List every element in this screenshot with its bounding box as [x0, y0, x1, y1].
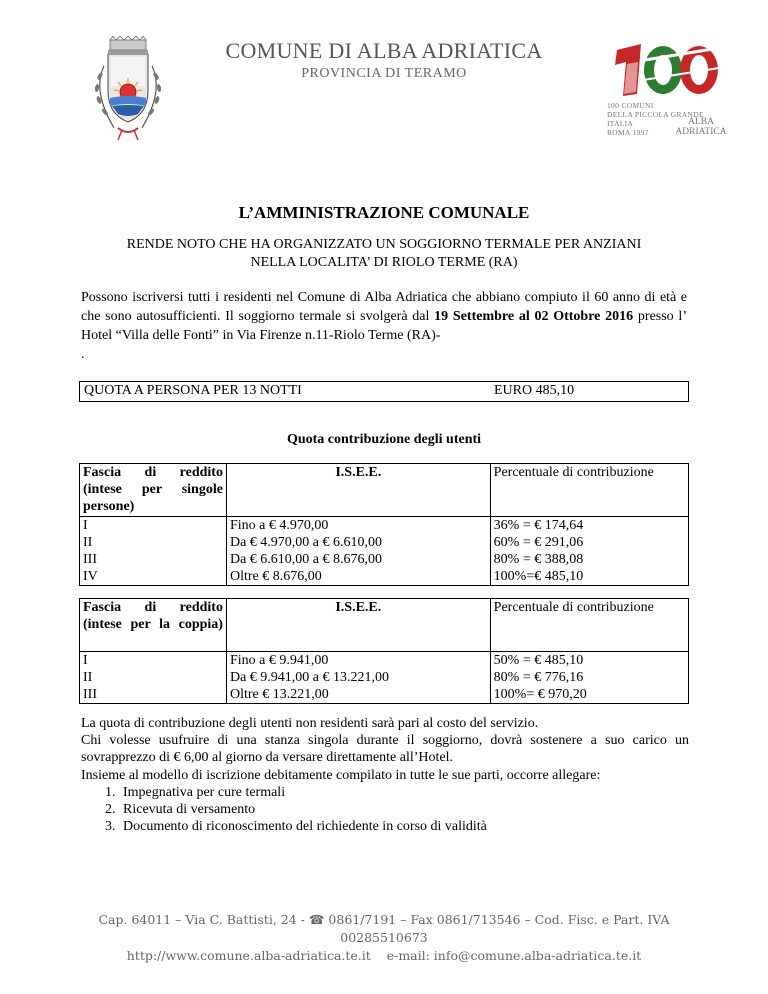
quota-label: QUOTA A PERSONA PER 13 NOTTI [84, 383, 302, 398]
notice-text [0, 236, 768, 272]
table-row [80, 686, 689, 704]
notice-line-1: RENDE NOTO CHE HA ORGANIZZATO UN SOGGIORNO TERMALE PER ANZIANI [126, 237, 642, 252]
header-isee: I.S.E.E. [226, 464, 490, 517]
telephone-icon: ☎ [308, 912, 325, 927]
notice-line-2: NELLA LOCALITA’ DI RIOLO TERME (RA) [250, 255, 518, 270]
band-cell: I [80, 652, 227, 670]
footer [0, 911, 768, 965]
non-resident-line: La quota di contribuzione degli utenti non residenti sarà pari al costo del servizio. [81, 716, 539, 731]
paragraph-text-1: Possono iscriversi tutti i residenti nel Comune di Alba Adriatica che abbiano compiuto il 60 anno di età e che sono autosufficienti. Il soggiorno termale si svolgerà dal [81, 290, 687, 324]
isee-cell: Oltre € 13.221,00 [226, 686, 490, 704]
table-row [80, 517, 689, 535]
quota-box [79, 381, 689, 402]
band-cell: III [80, 551, 227, 568]
eligibility-paragraph [81, 288, 687, 345]
quota-value: EURO 485,10 [494, 383, 575, 398]
footer-address-line [0, 911, 768, 929]
percent-cell: 80% = € 388,08 [490, 551, 688, 568]
administration-heading: L’AMMINISTRAZIONE COMUNALE [238, 203, 530, 222]
band-cell: II [80, 534, 227, 551]
isee-cell: Oltre € 8.676,00 [226, 568, 490, 586]
band-cell: IV [80, 568, 227, 586]
percent-cell: 100%= € 970,20 [490, 686, 688, 704]
footer-address: Cap. 64011 – Via C. Battisti, 24 - [98, 912, 309, 927]
percent-cell: 60% = € 291,06 [490, 534, 688, 551]
table-header-row [80, 599, 689, 652]
logo-city-1: ALBA [688, 117, 714, 127]
logo-caption-3: ITALIA [607, 119, 634, 128]
percent-cell: 80% = € 776,16 [490, 669, 688, 686]
list-item: 1. Impegnativa per cure termali [119, 784, 689, 801]
band-cell: III [80, 686, 227, 704]
contribution-heading: Quota contribuzione degli utenti [286, 432, 482, 447]
header-percent: Percentuale di contribuzione [490, 464, 688, 517]
logo-caption-4: ROMA 1997 [607, 128, 649, 137]
attachments-list [81, 784, 689, 836]
table-row [80, 551, 689, 568]
header-fascia: Fascia di reddito (intese per singole persone) [80, 464, 227, 517]
band-cell: I [80, 517, 227, 535]
footer-vat: 00285510673 [340, 930, 428, 945]
list-item: 2. Ricevuta di versamento [119, 801, 689, 818]
paragraph-dates: 19 Settembre al 02 Ottobre 2016 [434, 309, 634, 324]
percent-cell: 50% = € 485,10 [490, 652, 688, 670]
stray-dot: . [81, 347, 85, 362]
table-row [80, 568, 689, 586]
footer-web-line [0, 947, 768, 965]
isee-cell: Fino a € 9.941,00 [226, 652, 490, 670]
single-room-line: Chi volesse usufruire di una stanza singola durante il soggiorno, dovrà sostenere a suo carico un sovrapprezzo di € 6,00 al giorno da versare direttamente all’Hotel. [81, 733, 689, 766]
conditions-text [81, 715, 689, 835]
band-cell: II [80, 669, 227, 686]
contribution-table-single [79, 463, 689, 586]
isee-cell: Da € 4.970,00 a € 6.610,00 [226, 534, 490, 551]
province-subtitle: PROVINCIA DI TERAMO [301, 66, 467, 81]
isee-cell: Da € 6.610,00 a € 8.676,00 [226, 551, 490, 568]
percent-cell: 100%=€ 485,10 [490, 568, 688, 586]
logo-100-graphic [607, 40, 727, 98]
footer-contacts: 0861/7191 – Fax 0861/713546 – Cod. Fisc. e Part. IVA [324, 912, 670, 927]
logo-100-comuni [607, 40, 727, 137]
isee-cell: Da € 9.941,00 a € 13.221,00 [226, 669, 490, 686]
email-link[interactable]: e-mail: info@comune.alba-adriatica.te.it [386, 948, 642, 963]
table-header-row [80, 464, 689, 517]
contribution-table-couple [79, 598, 689, 704]
municipality-title: COMUNE DI ALBA ADRIATICA [225, 38, 543, 63]
percent-cell: 36% = € 174,64 [490, 517, 688, 535]
isee-cell: Fino a € 4.970,00 [226, 517, 490, 535]
website-link[interactable]: http://www.comune.alba-adriatica.te.it [126, 948, 371, 963]
header-isee: I.S.E.E. [226, 599, 490, 652]
table-row [80, 534, 689, 551]
header-percent: Percentuale di contribuzione [490, 599, 688, 652]
table-row [80, 652, 689, 670]
attachments-intro: Insieme al modello di iscrizione debitamente compilato in tutte le sue parti, occorre allegare: [81, 767, 601, 783]
logo-caption-2: DELLA PICCOLA GRANDE [607, 110, 704, 119]
table-row [80, 669, 689, 686]
logo-city-2: ADRIATICA [675, 127, 727, 137]
list-item: 3. Documento di riconoscimento del richiedente in corso di validità [119, 818, 689, 835]
paragraph-text-2: presso l’ Hotel “Villa delle Fonti” in Via Firenze n.11-Riolo Terme (RA)- [81, 309, 687, 343]
logo-caption-1: 100 COMUNI [607, 101, 654, 110]
header-fascia: Fascia di reddito (intese per la coppia) [80, 599, 227, 652]
